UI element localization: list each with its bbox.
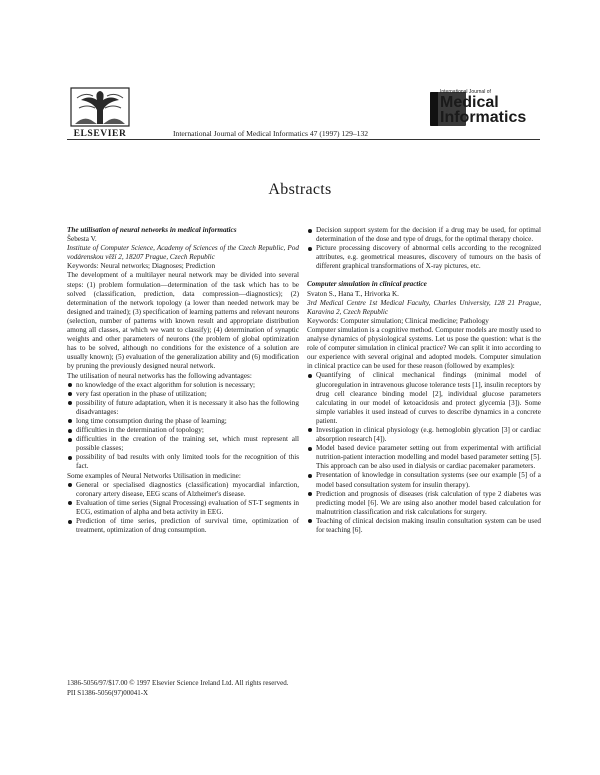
page-title: Abstracts: [268, 181, 332, 198]
list-item: no knowledge of the exact algorithm for solution is necessary;: [67, 381, 299, 390]
list-item: Prediction and prognosis of diseases (risk calculation of type 2 diabetes was predicting model [6]. We are using also another model based calculation for malnutrition classification and risk calculations for surgery.: [307, 490, 541, 517]
examples-list: [67, 481, 299, 536]
copyright-line: 1386-5056/97/$17.00 © 1997 Elsevier Science Ireland Ltd. All rights reserved.: [67, 679, 289, 687]
list-item: Presentation of knowledge in consultation systems (see our example [5] of a model based consultation system for insulin therapy).: [307, 471, 541, 489]
examples-list-continued: [307, 226, 541, 271]
left-column: [67, 226, 299, 535]
list-item: possibility of future adaptation, when it is necessary it also has the following disadvantages:: [67, 399, 299, 417]
list-item: Teaching of clinical decision making insulin consultation system can be used for teaching [6].: [307, 517, 541, 535]
list-item: Picture processing discovery of abnormal cells according to the recognized attributes, e.g. geometrical measures, discovery of tumours on the basis of different graphical transformations of X-ray pictures, etc.: [307, 244, 541, 271]
article1-para2: The utilisation of neural networks has the following advantages:: [67, 371, 252, 380]
article1-para3: Some examples of Neural Networks Utilisation in medicine:: [67, 471, 241, 480]
journal-logo-subtitle: International Journal of: [440, 89, 491, 95]
journal-logo-line1: Medical: [440, 94, 499, 111]
list-item: difficulties in the creation of the training set, which must represent all possible classes;: [67, 435, 299, 453]
list-item: very fast operation in the phase of utilization;: [67, 390, 299, 399]
advantages-list: [67, 381, 299, 472]
list-item: Prediction of time series, prediction of survival time, optimization of treatment, optimization of drug consumption.: [67, 517, 299, 535]
list-item: Investigation in clinical physiology (e.g. hemoglobin glycation [3] or cardiac absorption research [4]).: [307, 426, 541, 444]
article2-keywords: Keywords: Computer simulation; Clinical medicine; Pathology: [307, 316, 489, 325]
list-item: possibility of bad results with only limited tools for the recognition of this fact.: [67, 453, 299, 471]
article1-keywords: Keywords: Neural networks; Diagnoses; Prediction: [67, 262, 216, 271]
list-item: difficulties in the determination of topology;: [67, 426, 299, 435]
article2-para1: Computer simulation is a cognitive method. Computer models are mostly used to analyse dynamics of physiological systems. Let us pose the question: what is the role of computer simulation in clinical practice? We can split it into according to our experience with several original and adopted models. Computer simulation in clinical practice can be used for these reason (followed by examples):: [307, 325, 541, 371]
journal-citation: International Journal of Medical Informatics 47 (1997) 129–132: [173, 129, 369, 138]
list-item: General or specialised diagnostics (classification) myocardial infarction, coronary artery disease, EEG scans of Alzheimer's disease.: [67, 481, 299, 499]
simulation-uses-list: [307, 371, 541, 535]
copyright-footer: [67, 678, 289, 698]
right-column: [307, 226, 541, 535]
list-item: long time consumption during the phase of learning;: [67, 417, 299, 426]
list-item: Decision support system for the decision if a drug may be used, for optimal determination of the dose and type of drugs, for the optimal therapy choice.: [307, 226, 541, 244]
article1-affiliation: Institute of Computer Science, Academy of Sciences of the Czech Republic, Pod vodárenskou věží 2, 18207 Prague, Czech Republic: [67, 244, 299, 262]
pii-line: PII S1386-5056(97)00041-X: [67, 689, 149, 697]
article1-author: Šebesta V.: [67, 235, 97, 244]
elsevier-tree-logo: [67, 86, 133, 128]
article2-authors: Svaton S., Hana T., Hrivorka K.: [307, 289, 399, 298]
list-item: Evaluation of time series (Signal Processing) evaluation of ST-T segments in ECG, estimation of alpha and beta activity in EEG.: [67, 499, 299, 517]
article1-title: The utilisation of neural networks in medical informatics: [67, 226, 237, 234]
list-item: Model based device parameter setting out from experimental with artificial nutrition-patient interaction modelling and model based parameter setting [5]. This approach can be also used in dialysis or cardiac pacemaker parameters.: [307, 444, 541, 471]
publisher-name: ELSEVIER: [73, 129, 127, 139]
article2-affiliation: 3rd Medical Centre 1st Medical Faculty, Charles University, 128 21 Prague, Karavina 2, Czech Republic: [307, 298, 541, 316]
article2-title: Computer simulation in clinical practice: [307, 280, 427, 289]
header-divider: [67, 139, 540, 140]
article1-para1: The development of a multilayer neural network may be divided into several steps: (1) problem formulation—determination of the task which has to be solved (classification, prediction, data compression—diagnostics); (2) determination of the network topology (a lower than needed network may be designed and trained); (3) specification of learning patterns and relevant neurons (selection, number of patterns with known result and appropriate distribution among all classes, at which we want to classify); (4) determination of synaptic weights and other parameters of neurons (the problem of global optimization has to be solved, although no conditions for the existence of a solution are usually known); (5) evaluation of the generalization ability and (6) modification by pruning the previously designed neural network.: [67, 271, 299, 371]
journal-logo-line2: Informatics: [440, 109, 527, 126]
list-item: Quantifying of clinical mechanical findings (minimal model of glucoregulation in intravenous glucose tolerance tests [1], insulin receptors by drug cell clearance binding model [2], individual glucose parameters calculating in our model of ketoacidosis and protect glycemia [3]). Some simple variables it used instead of curves to describe dynamics in a concrete patient.: [307, 371, 541, 426]
